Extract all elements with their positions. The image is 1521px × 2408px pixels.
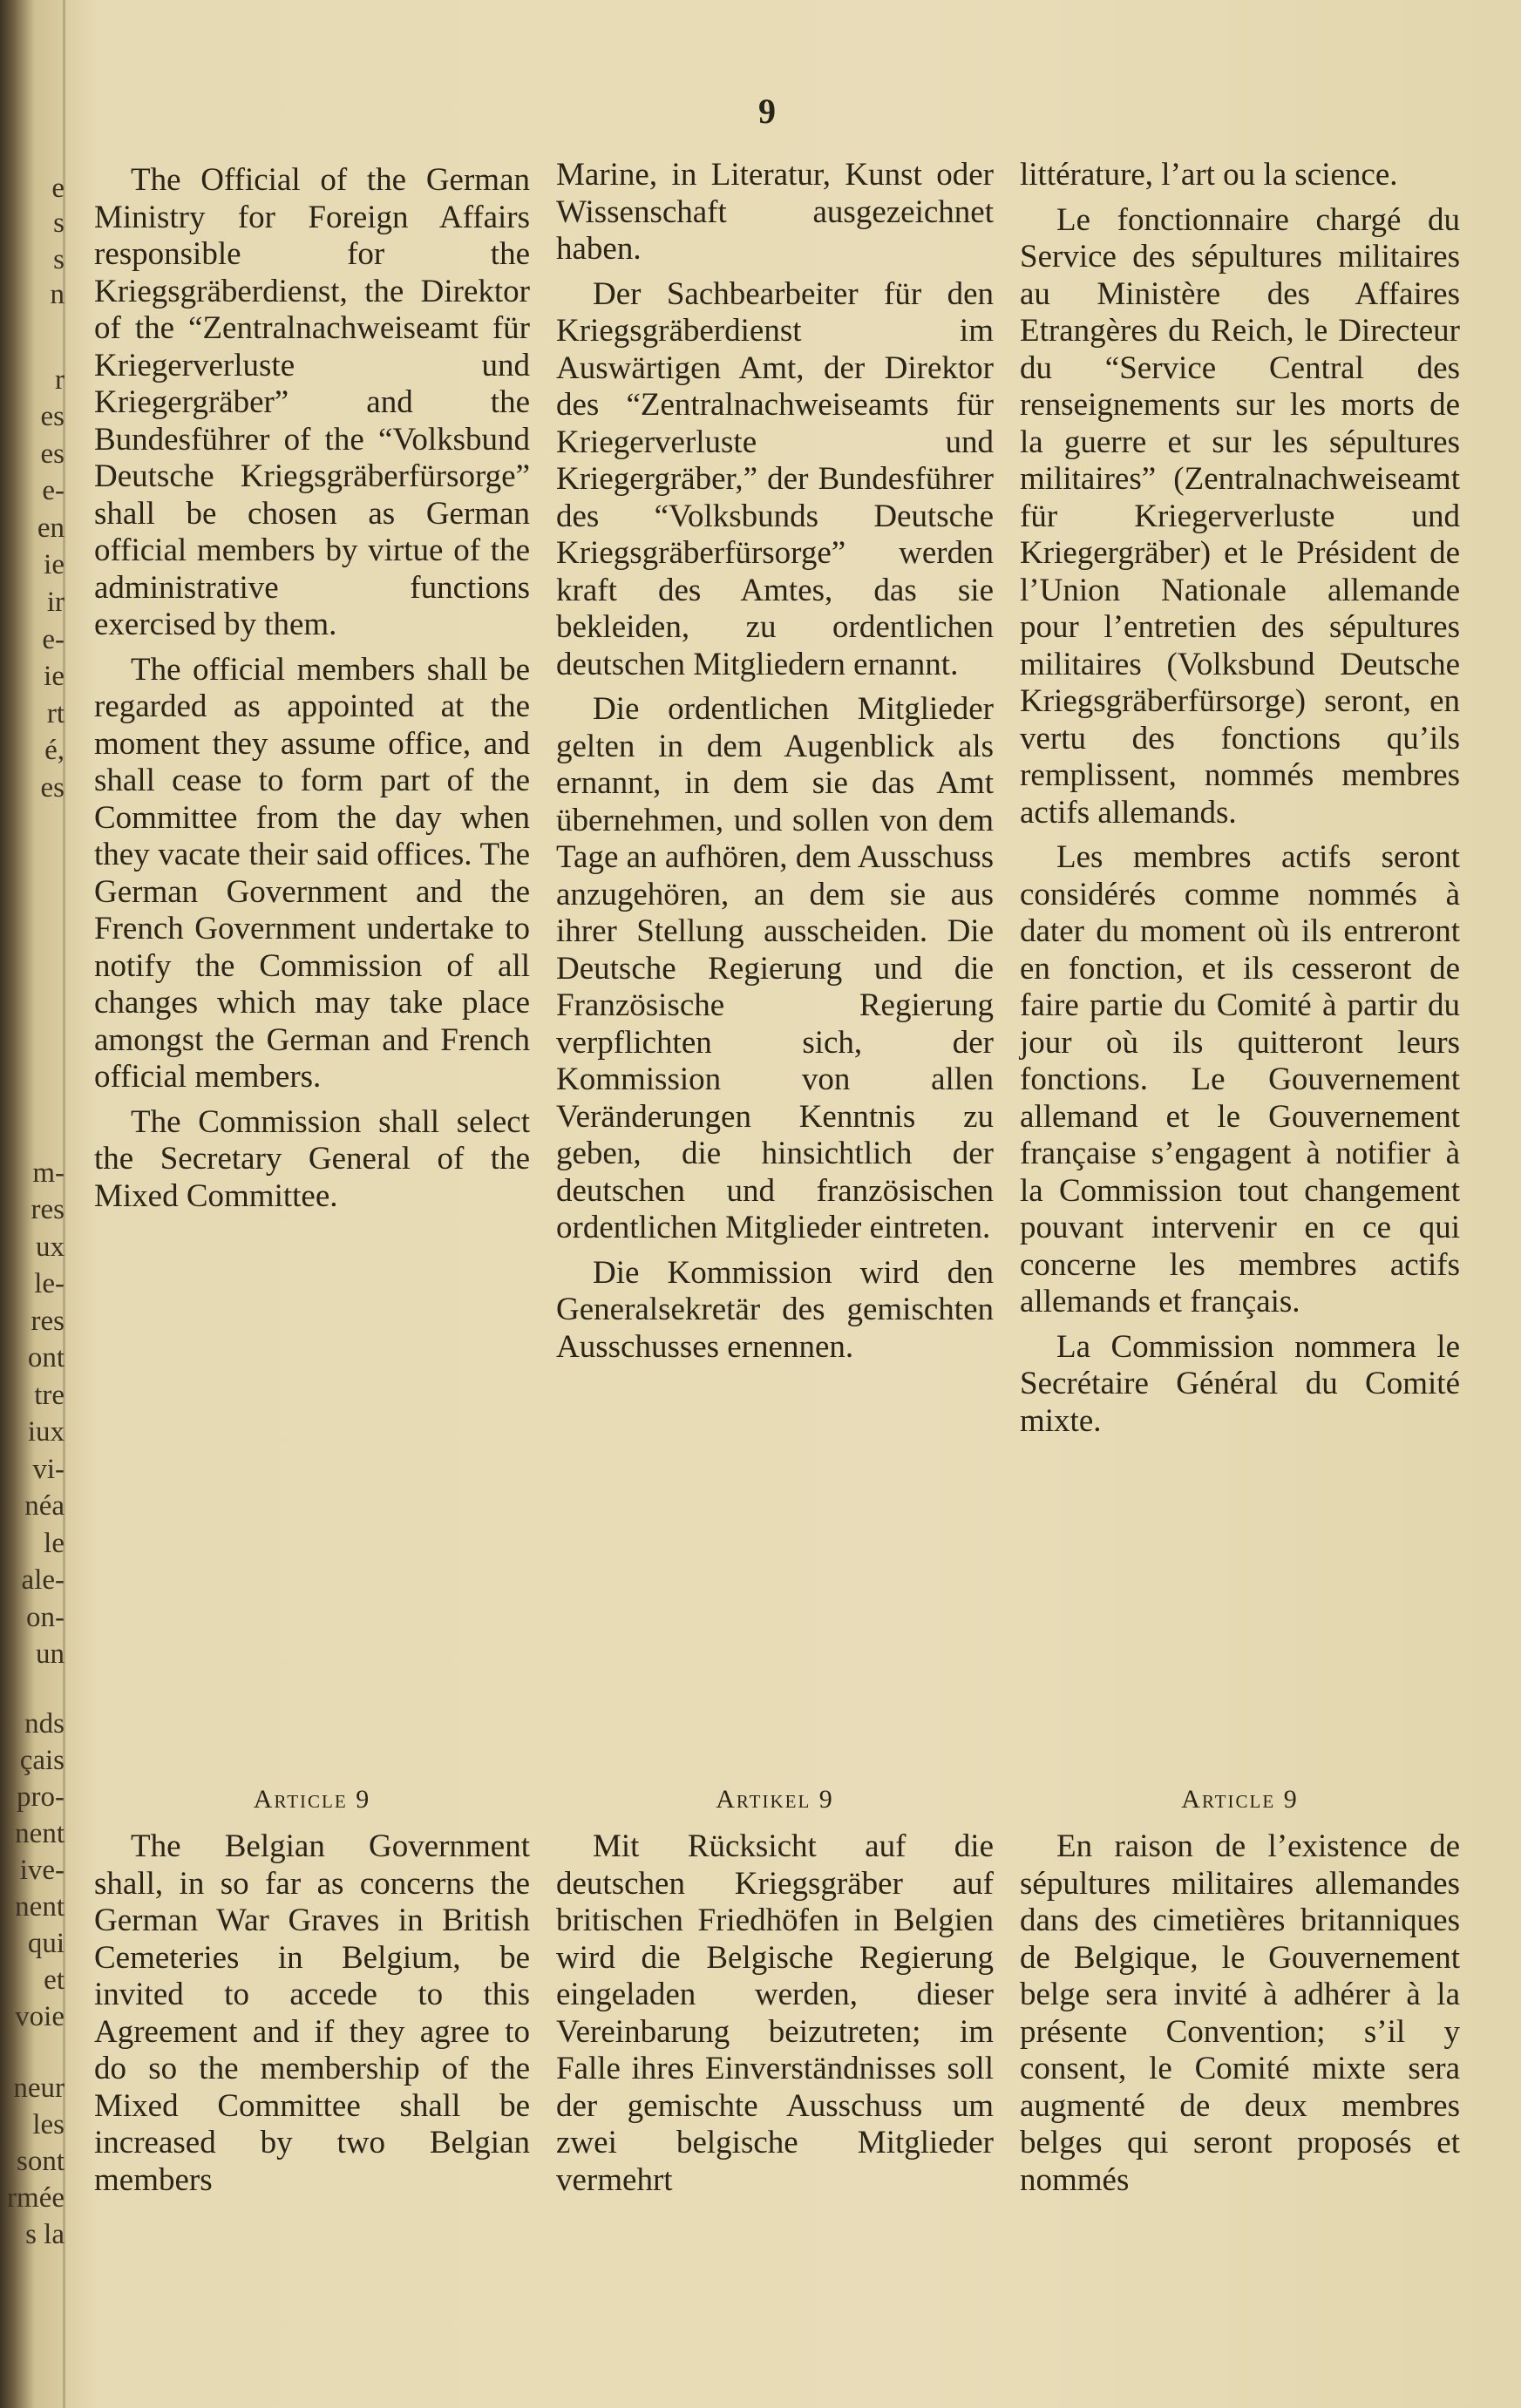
margin-fragment: es (40, 772, 65, 804)
margin-fragment: é, (44, 735, 65, 766)
margin-fragment: res (31, 1194, 65, 1225)
margin-fragment: s (53, 207, 65, 239)
margin-fragment: néa (24, 1490, 65, 1522)
french-article-body (1020, 1828, 1460, 2207)
english-paragraph-2: The official members shall be regarded as appointed at the moment they assume office, and shall cease to form part of the Committee from the day when they vacate their said offices. The German Government and the French Government undertake to notify the Commission of all changes which may take place amongst the German and French official members. (94, 651, 530, 1095)
margin-fragment: es (40, 401, 65, 432)
margin-fragment: un (36, 1638, 65, 1670)
german-article-heading: Artikel 9 (716, 1785, 834, 1814)
german-article-text: Mit Rücksicht auf die deutschen Kriegsgräber auf britischen Friedhöfen in Belgien wird die Belgische Regierung eingeladen werden, dieser Vereinbarung beizutreten; im Falle ihres Einverständnisses soll der gemischte Ausschuss um zwei belgische Mitglieder vermehrt (556, 1828, 994, 2198)
german-paragraph-1: Marine, in Literatur, Kunst oder Wissenschaft ausgezeichnet haben. (556, 157, 994, 267)
margin-fragment: res (31, 1306, 65, 1337)
margin-fragment: rmée (7, 2182, 65, 2214)
margin-fragment: le- (34, 1268, 65, 1299)
margin-fragment: qui (27, 1928, 65, 1959)
margin-fragment: sont (16, 2146, 65, 2177)
margin-fragment: r (55, 364, 65, 396)
margin-fragment: neur (13, 2072, 65, 2104)
margin-fragment: pro- (17, 1781, 65, 1813)
margin-fragment: et (44, 1964, 65, 1996)
french-article-text: En raison de l’existence de sépultures militaires allemandes dans des cimetières britanniques de Belgique, le Gouvernement belge sera invité à adhérer à la présente Convention; s’il y consent, le Comité mixte sera augmenté de deux membres belges qui seront proposés et nommés (1020, 1828, 1460, 2198)
margin-fragment: ie (44, 661, 65, 692)
margin-fragment: s (53, 244, 65, 275)
margin-fragment: m- (32, 1157, 65, 1189)
french-article-heading: Article 9 (1181, 1785, 1299, 1814)
french-paragraph-4: La Commission nommera le Secrétaire Général du Comité mixte. (1020, 1328, 1460, 1439)
english-article-heading: Article 9 (253, 1785, 371, 1814)
german-article-body (556, 1828, 994, 2207)
margin-fragment: nent (15, 1818, 65, 1849)
margin-fragment: e- (42, 624, 65, 655)
margin-fragment: vi- (32, 1454, 65, 1485)
english-article-body (94, 1828, 530, 2207)
margin-fragment: les (32, 2109, 65, 2140)
margin-fragment: ale- (21, 1564, 65, 1596)
facing-page-fragments (0, 0, 70, 2408)
margin-fragment: ont (27, 1342, 65, 1374)
english-paragraph-3: The Commission shall select the Secretary General of the Mixed Committee. (94, 1103, 530, 1214)
german-paragraph-2: Der Sachbearbeiter für den Kriegsgräberdienst im Auswärtigen Amt, der Direktor des “Zentralnachweiseamts für Kriegerverluste und Kriegergräber,” der Bundesführer des “Volksbunds Deutsche Kriegsgräberfürsorge” werden kraft des Amtes, das sie bekleiden, zu ordentlichen deutschen Mitgliedern ernannt. (556, 275, 994, 682)
german-paragraph-4: Die Kommission wird den Generalsekretär des gemischten Ausschusses ernennen. (556, 1254, 994, 1365)
margin-fragment: e- (42, 475, 65, 506)
margin-fragment: s la (25, 2219, 65, 2250)
margin-fragment: voie (15, 2001, 65, 2032)
margin-fragment: ir (46, 587, 65, 618)
margin-fragment: ie (44, 549, 65, 580)
margin-fragment: e (51, 173, 65, 204)
margin-fragment: le (44, 1528, 65, 1559)
margin-fragment: rt (46, 698, 65, 729)
french-paragraph-2: Le fonctionnaire chargé du Service des sépultures militaires au Ministère des Affaires Etrangères du Reich, le Directeur du “Service Central des renseignements sur les morts de la guerre et sur les sépultures militaires” (Zentralnachweiseamt für Kriegerverluste und Kriegergräber) et le Président de l’Union Nationale allemande pour l’entretien des sépultures militaires (Volksbund Deutsche Kriegsgräberfürsorge) seront, en vertu des fonctions qu’ils remplissent, nommés membres actifs allemands. (1020, 201, 1460, 831)
margin-fragment: en (37, 512, 65, 544)
margin-fragment: n (50, 279, 65, 310)
margin-fragment: nent (15, 1891, 65, 1923)
margin-fragment: on- (26, 1602, 65, 1633)
margin-fragment: tre (34, 1380, 65, 1411)
margin-fragment: nds (24, 1708, 65, 1740)
page-number: 9 (758, 92, 776, 131)
margin-fragment: es (40, 438, 65, 470)
english-paragraph-1: The Official of the German Ministry for Foreign Affairs responsible for the Kriegsgräberdienst, the Direktor of the “Zentralnachweiseamt für Kriegerverluste und Kriegergräber” and the Bundesführer of the “Volksbund Deutsche Kriegsgräberfürsorge” shall be chosen as German official members by virtue of the administrative functions exercised by them. (94, 162, 530, 642)
german-paragraph-3: Die ordentlichen Mitglieder gelten in dem Augenblick als ernannt, in dem sie das Amt übernehmen, und sollen von dem Tage an aufhören, dem Ausschuss anzugehören, an dem sie aus ihrer Stellung ausscheiden. Die Deutsche Regierung und die Französische Regierung verpflichten sich, der Kommission von allen Veränderungen Kenntnis zu geben, die hinsichtlich der deutschen und französischen ordentlichen Mitglieder eintreten. (556, 691, 994, 1245)
french-paragraph-3: Les membres actifs seront considérés comme nommés à dater du moment où ils entreront en fonction, et ils cesseront de faire partie du Comité à partir du jour où ils quitteront leurs fonctions. Le Gouvernement allemand et le Gouvernement française s’engagent à notifier à la Commission tout changement pouvant intervenir en ce qui concerne les membres actifs allemands et français. (1020, 839, 1460, 1319)
english-article-text: The Belgian Government shall, in so far as concerns the German War Graves in British Cemeteries in Belgium, be invited to accede to this Agreement and if they agree to do so the membership of the Mixed Committee shall be increased by two Belgian members (94, 1828, 530, 2198)
margin-fragment: ux (36, 1231, 65, 1263)
french-column (1020, 157, 1460, 1448)
french-paragraph-1: littérature, l’art ou la science. (1020, 157, 1398, 193)
margin-fragment: ive- (19, 1855, 65, 1886)
english-column (94, 162, 530, 1223)
margin-fragment: çais (19, 1745, 65, 1776)
margin-fragment: iux (27, 1416, 65, 1448)
german-column (556, 157, 994, 1374)
